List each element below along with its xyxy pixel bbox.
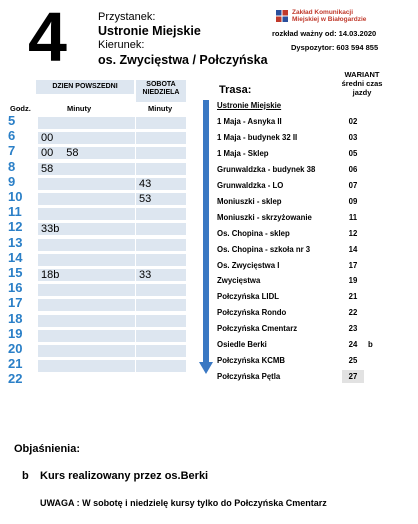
- weekday-cell: [38, 117, 135, 129]
- stop-travel-time: 25: [348, 356, 358, 366]
- hour-label: 14: [8, 249, 23, 265]
- weekday-cell: [38, 254, 135, 266]
- stop-name: 1 Maja - Asnyka II: [217, 116, 282, 126]
- weekend-cell: [136, 147, 186, 159]
- weekday-cell: [38, 178, 135, 190]
- weekend-cell: [136, 360, 186, 372]
- stop-label: Przystanek:: [98, 11, 156, 23]
- stop-name: Grunwaldzka - LO: [217, 180, 284, 190]
- hour-row: [8, 267, 188, 283]
- weekday-cell: [38, 193, 135, 205]
- hour-row: [8, 310, 188, 329]
- stop-name: Moniuszki - skrzyżowanie: [217, 212, 312, 222]
- stop-travel-time: 03: [348, 132, 358, 142]
- stop-variant-mark: b: [368, 340, 373, 350]
- variant-header-line3: jazdy: [352, 88, 372, 97]
- operator-name-line1: Zakład Komunikacji: [292, 9, 354, 16]
- weekend-cell: [136, 223, 186, 235]
- hour-row: [8, 373, 188, 389]
- stop-name: 1 Maja - Sklep: [217, 148, 269, 158]
- minutes-column-label: Minuty: [67, 104, 92, 113]
- hour-row: [8, 297, 188, 313]
- hour-row: [8, 358, 188, 374]
- hour-label: 17: [8, 295, 23, 311]
- notes-title: Objaśnienia:: [14, 443, 81, 455]
- weekday-minutes: 18b: [41, 269, 60, 281]
- weekday-cell: [38, 208, 135, 220]
- stop-name: Osiedle Berki: [217, 340, 267, 350]
- weekday-minutes: 33b: [41, 223, 60, 236]
- hour-label: 20: [8, 341, 23, 356]
- weekday-header: DZIEN POWSZEDNI: [36, 80, 134, 94]
- hour-row: [8, 234, 188, 253]
- weekend-header: [136, 80, 186, 102]
- stop-name: Połczyńska Pętla: [217, 372, 281, 382]
- hour-row: [8, 130, 188, 146]
- hour-row: [8, 158, 188, 177]
- hour-label: 13: [8, 234, 23, 250]
- hour-row: [8, 191, 188, 207]
- stop-travel-time: 27: [348, 372, 358, 382]
- stop-travel-time: 24: [348, 340, 358, 350]
- stop-travel-time: 11: [348, 212, 358, 222]
- note-text: Kurs realizowany przez os.Berki: [40, 470, 209, 482]
- stop-name: Połczyńska LIDL: [217, 292, 279, 302]
- hour-label: 12: [8, 219, 23, 235]
- hour-label: 21: [8, 356, 23, 372]
- weekday-minutes: 00: [41, 132, 54, 145]
- stop-travel-time: 22: [348, 308, 358, 318]
- weekend-header-line1: SOBOTA: [146, 81, 176, 88]
- weekday-cell: [38, 360, 135, 372]
- hour-row: [8, 325, 188, 344]
- hour-label: 18: [8, 310, 23, 326]
- stop-travel-time: 07: [348, 180, 358, 190]
- stop-name: Ustronie Miejskie: [217, 101, 282, 110]
- stop-name: Zwycięstwa: [217, 276, 261, 286]
- weekday-cell: [38, 345, 135, 357]
- hour-row: [8, 173, 188, 192]
- weekend-cell: [136, 330, 186, 342]
- weekend-cell: [136, 345, 186, 357]
- stop-travel-time: 23: [348, 324, 358, 334]
- minutes-weekend-column-label: Minuty: [148, 104, 173, 113]
- weekday-cell: [38, 315, 135, 327]
- weekend-cell: [136, 163, 186, 175]
- stop-travel-time: 21: [348, 292, 358, 302]
- hour-row: [8, 145, 188, 161]
- stop-travel-time: 06: [348, 164, 358, 174]
- direction-name: os. Zwycięstwa / Połczyńska: [98, 53, 268, 67]
- weekend-cell: [136, 254, 186, 266]
- weekend-cell: [136, 117, 186, 129]
- hour-row: [8, 206, 188, 222]
- line-number: 4: [28, 0, 67, 76]
- hour-row: [8, 249, 188, 268]
- hour-label: 16: [8, 280, 23, 296]
- dispatcher-phone: Dyspozytor: 603 594 855: [291, 43, 379, 52]
- stop-travel-time: 19: [348, 276, 358, 286]
- hour-label: 11: [8, 204, 22, 220]
- weekend-minutes: 33: [139, 269, 152, 281]
- stop-name: Moniuszki - sklep: [217, 196, 282, 206]
- weekend-cell: [136, 299, 186, 311]
- stop-name: Grunwaldzka - budynek 38: [217, 164, 316, 174]
- weekday-cell: [38, 239, 135, 251]
- weekday-cell: [38, 299, 135, 311]
- variant-header: [332, 70, 392, 97]
- stop-name: Połczyńska Rondo: [217, 308, 287, 318]
- hour-label: 22: [8, 371, 23, 387]
- stop-name: Os. Zwycięstwa I: [217, 260, 280, 270]
- stop-name: Ustronie Miejskie: [98, 24, 201, 38]
- weekday-cell: [38, 284, 135, 296]
- down-arrow-head-icon: [199, 362, 213, 374]
- stop-name: Połczyńska Cmentarz: [217, 324, 298, 334]
- direction-label: Kierunek:: [98, 39, 145, 51]
- stop-travel-time: 17: [348, 260, 358, 270]
- hour-label: 7: [8, 143, 16, 159]
- weekend-cell: [136, 284, 186, 296]
- valid-from: rozkład ważny od: 14.03.2020: [272, 29, 377, 38]
- zkm-logo-icon: [276, 10, 288, 22]
- variant-header-line1: WARIANT: [344, 70, 380, 79]
- hour-label: 10: [8, 189, 23, 204]
- hour-column-label: Godz.: [10, 104, 31, 113]
- stop-travel-time: 05: [348, 148, 358, 158]
- route-title: Trasa:: [219, 84, 252, 96]
- stop-name: Połczyńska KCMB: [217, 356, 286, 366]
- stop-travel-time: 12: [348, 228, 358, 238]
- weekday-minutes: 58: [41, 162, 54, 175]
- weekend-cell: [136, 239, 186, 251]
- down-arrow-icon: [203, 100, 209, 364]
- stop-travel-time: 02: [348, 116, 358, 126]
- weekend-minutes: 43: [139, 177, 152, 190]
- stop-travel-time: 09: [348, 196, 358, 206]
- hour-label: 5: [8, 113, 16, 128]
- stop-name: Os. Chopina - szkoła nr 3: [217, 244, 311, 254]
- stop-name: Os. Chopina - sklep: [217, 228, 290, 238]
- weekend-header-line2: NIEDZIELA: [142, 89, 180, 97]
- variant-header-line2: średni czas: [341, 79, 383, 88]
- weekend-cell: [136, 315, 186, 327]
- hour-row: [8, 343, 188, 359]
- operator-name: [292, 9, 366, 24]
- weekend-cell: [136, 132, 186, 144]
- weekend-warning: UWAGA : W sobotę i niedzielę kursy tylko do Połczyńska Cmentarz: [40, 498, 327, 508]
- hour-label: 15: [8, 265, 23, 280]
- weekend-minutes: 53: [139, 193, 152, 205]
- hour-label: 9: [8, 173, 16, 189]
- hour-label: 19: [8, 325, 23, 341]
- stop-travel-time: 14: [348, 244, 358, 254]
- stop-name: 1 Maja - budynek 32 II: [217, 132, 298, 142]
- weekday-cell: [38, 330, 135, 342]
- hour-label: 6: [8, 128, 16, 144]
- weekday-minutes: 00 58: [41, 147, 79, 160]
- operator-name-line2: Miejskiej w Białogardzie: [292, 16, 367, 24]
- hour-label: 8: [8, 158, 16, 174]
- note-symbol: b: [22, 470, 29, 482]
- hour-row: [8, 282, 188, 298]
- hour-row: [8, 115, 188, 131]
- hour-row: [8, 221, 188, 237]
- weekend-cell: [136, 208, 186, 220]
